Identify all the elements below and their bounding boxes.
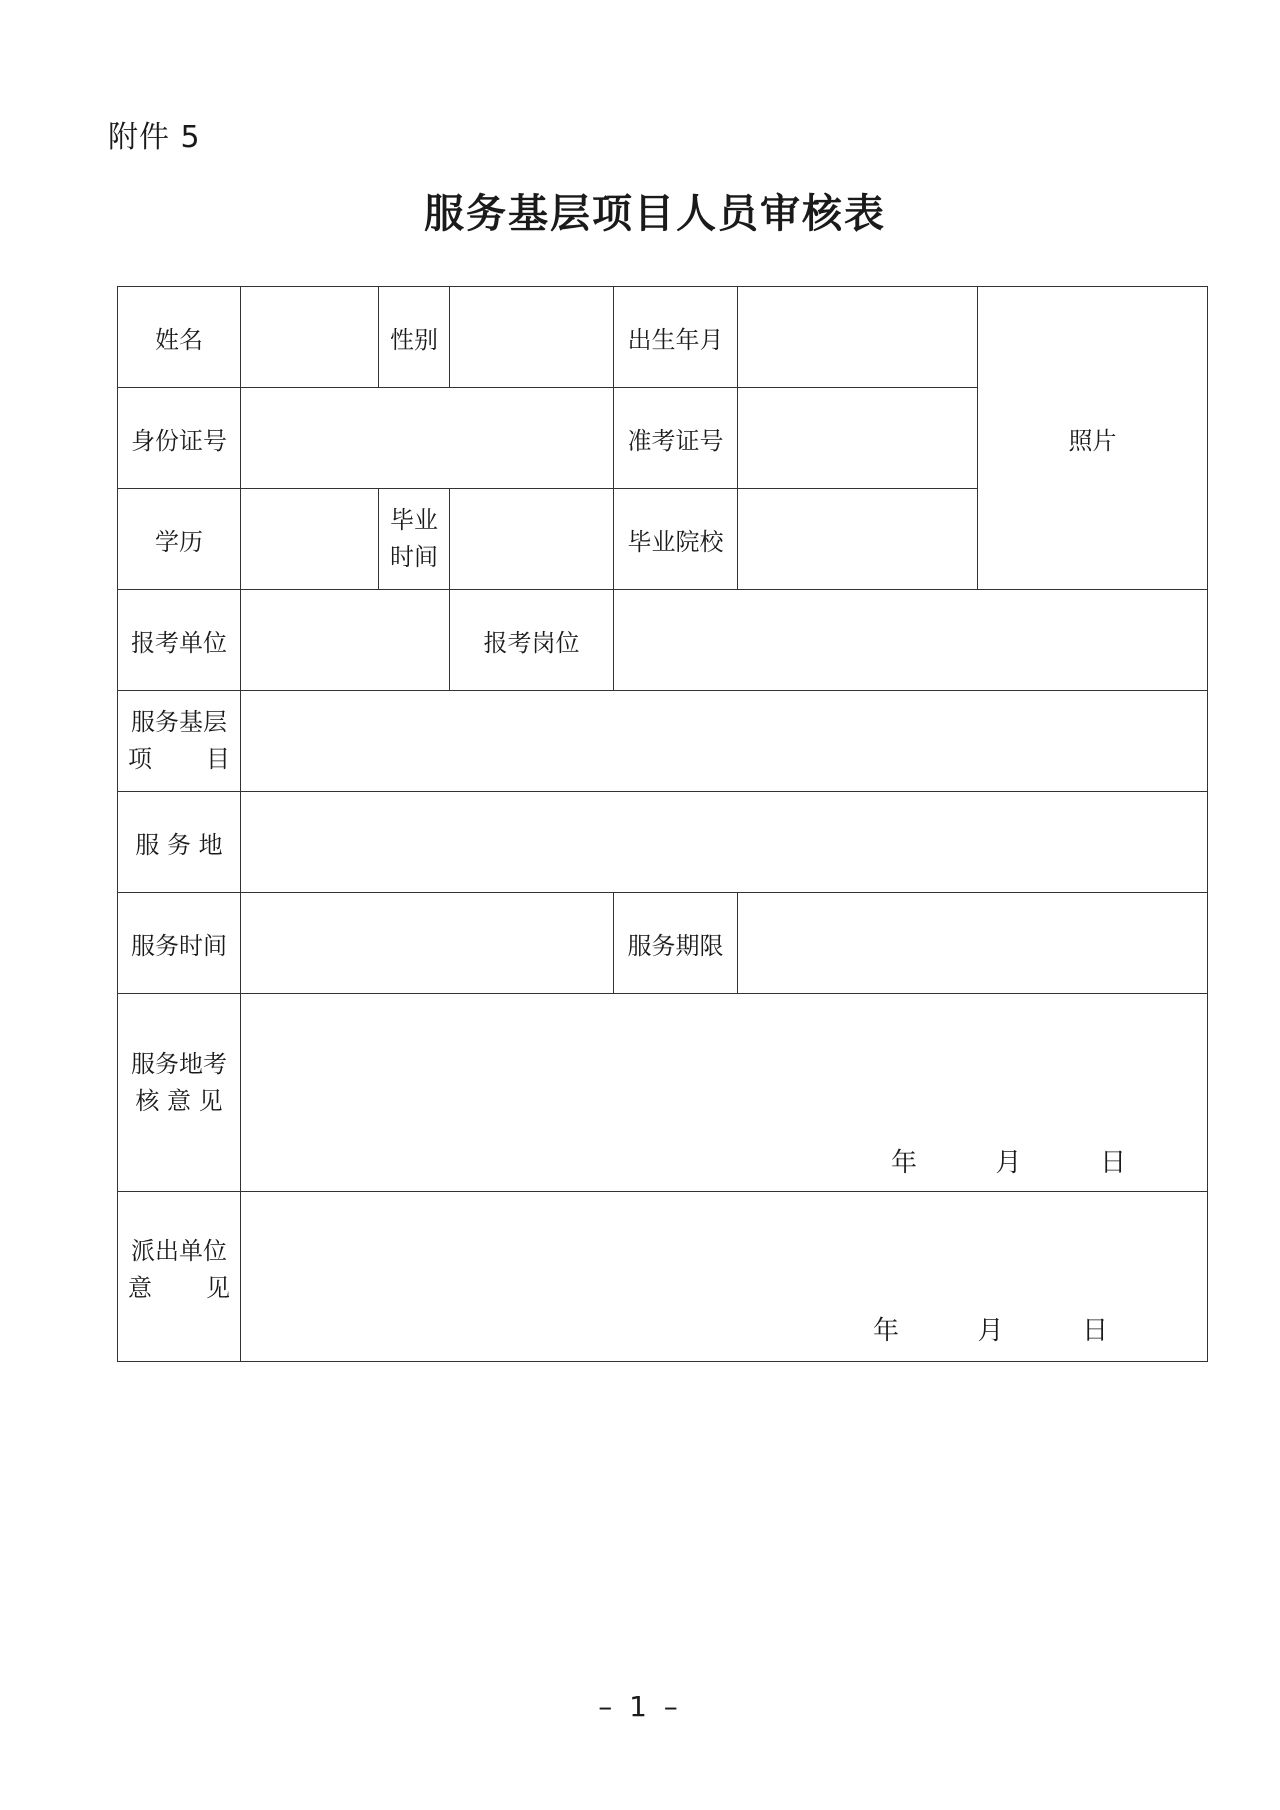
dispatch-field[interactable] (241, 1192, 1208, 1362)
dispatch-line-1: 派出单位 (131, 1236, 227, 1265)
apply-post-label: 报考岗位 (450, 590, 614, 691)
graduation-school-label: 毕业院校 (614, 489, 738, 590)
service-time-label: 服务时间 (118, 893, 241, 994)
birth-label: 出生年月 (614, 287, 738, 388)
dispatch-day: 日 (1082, 1316, 1109, 1346)
assessment-day: 日 (1100, 1148, 1127, 1178)
service-term-field[interactable] (738, 893, 1208, 994)
service-place-label: 服 务 地 (118, 792, 241, 893)
education-label: 学历 (118, 489, 241, 590)
graduation-time-line-1: 毕业 (390, 506, 438, 534)
apply-post-field[interactable] (614, 590, 1208, 691)
id-number-field[interactable] (241, 388, 614, 489)
education-field[interactable] (241, 489, 379, 590)
attachment-label: 附件 5 (108, 120, 201, 155)
project-line-2b: 目 (206, 745, 230, 773)
dispatch-line-2a: 意 (128, 1273, 152, 1302)
birth-field[interactable] (738, 287, 978, 388)
assessment-year: 年 (891, 1148, 918, 1178)
gender-field[interactable] (450, 287, 614, 388)
dispatch-date (873, 1310, 1108, 1347)
dispatch-month: 月 (977, 1316, 1004, 1346)
dispatch-label (118, 1192, 241, 1362)
service-time-field[interactable] (241, 893, 614, 994)
id-number-label: 身份证号 (118, 388, 241, 489)
page-title: 服务基层项目人员审核表 (424, 191, 886, 237)
gender-label: 性别 (379, 287, 450, 388)
photo-box[interactable]: 照片 (978, 287, 1208, 590)
assessment-field[interactable] (241, 994, 1208, 1192)
service-term-label: 服务期限 (614, 893, 738, 994)
page-number: – 1 – (598, 1690, 682, 1723)
dispatch-line-2b: 见 (206, 1273, 230, 1302)
project-field[interactable] (241, 691, 1208, 792)
assessment-month: 月 (995, 1148, 1022, 1178)
exam-number-label: 准考证号 (614, 388, 738, 489)
assessment-label (118, 994, 241, 1192)
dispatch-year: 年 (873, 1316, 900, 1346)
name-field[interactable] (241, 287, 379, 388)
graduation-time-line-2: 时间 (390, 543, 438, 571)
graduation-school-field[interactable] (738, 489, 978, 590)
review-form-table (117, 286, 1208, 1362)
service-place-field[interactable] (241, 792, 1208, 893)
project-line-1: 服务基层 (131, 708, 227, 736)
project-label (118, 691, 241, 792)
assessment-date (891, 1142, 1126, 1179)
graduation-time-label (379, 489, 450, 590)
apply-unit-field[interactable] (241, 590, 450, 691)
exam-number-field[interactable] (738, 388, 978, 489)
assessment-line-1: 服务地考 (131, 1049, 227, 1078)
graduation-time-field[interactable] (450, 489, 614, 590)
assessment-line-2: 核 意 见 (135, 1086, 223, 1115)
apply-unit-label: 报考单位 (118, 590, 241, 691)
project-line-2a: 项 (128, 745, 152, 773)
name-label: 姓名 (118, 287, 241, 388)
